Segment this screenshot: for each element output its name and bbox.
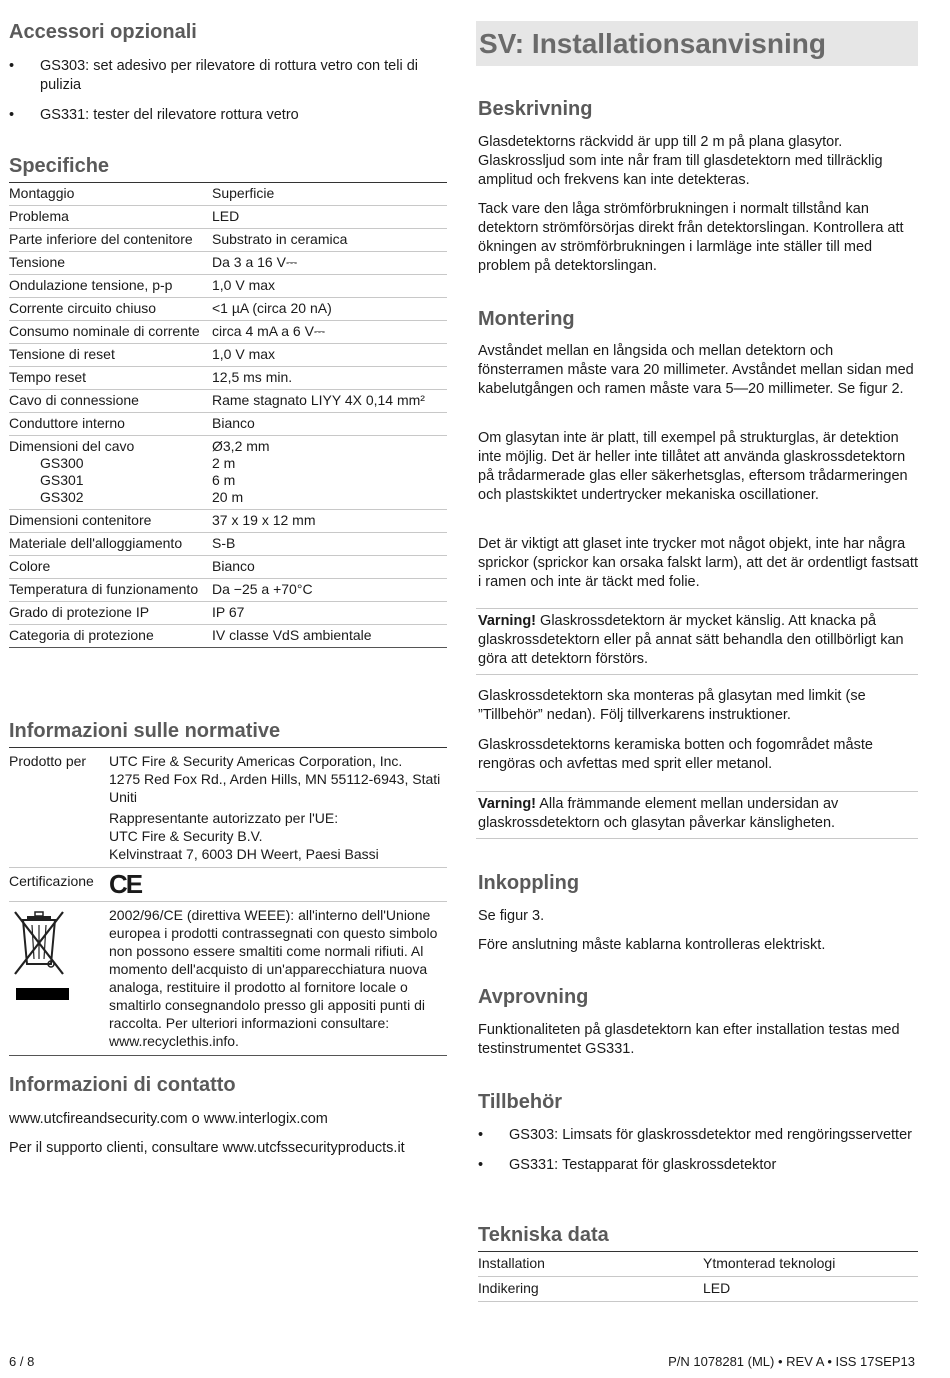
tillbehor-heading: Tillbehör: [478, 1091, 563, 1113]
part-number: P/N 1078281 (ML) • REV A • ISS 17SEP13: [668, 1354, 915, 1369]
table-row: Tempo reset 12,5 ms min.: [9, 367, 447, 390]
contatto-websites: www.utcfireandsecurity.com o www.interlogix.com: [9, 1111, 328, 1127]
contatto-support: Per il supporto clienti, consultare www.utcfssecurityproducts.it: [9, 1140, 405, 1156]
table-row: 2002/96/CE (direttiva WEEE): all'interno dell'Unione europea i prodotti contrassegnati con questo simbolo non possono essere smaltiti come normali rifiuti. Al momento dell'acquisto di un'apparecchiatura nuova analoga, restituire il prodotto al fornitore locale o smaltirlo consegnandolo presso gli appositi punti di raccolta. Per ulteriori informazioni consultare: www.recyclethis.info.: [9, 902, 447, 1056]
table-row: Certificazione CE: [9, 868, 447, 902]
table-row: Prodotto per UTC Fire & Security Americas Corporation, Inc. 1275 Red Fox Rd., Arden Hills, MN 55112-6943, Stati Uniti Rappresentante autorizzato per l'UE: UTC Fire & Security B.V. Kelvinstraat 7, 6003 DH Weert, Paesi Bassi: [9, 748, 447, 868]
contatto-heading: Informazioni di contatto: [9, 1074, 236, 1096]
table-row: Conduttore interno Bianco: [9, 413, 447, 436]
language-title-box: [476, 21, 918, 66]
avprovning-p1: Funktionaliteten på glasdetektorn kan efter installation testas med testinstrumentet GS331.: [478, 1022, 900, 1057]
table-row: Cavo di connessione Rame stagnato LIYY 4X 0,14 mm²: [9, 390, 447, 413]
avprovning-heading: Avprovning: [478, 986, 589, 1008]
page-title: SV: Installationsanvisning: [479, 28, 826, 59]
table-row: Installation Ytmonterad teknologi: [478, 1252, 918, 1277]
table-row: Colore Bianco: [9, 556, 447, 579]
beskrivning-heading: Beskrivning: [478, 98, 593, 120]
montering-p1: Avståndet mellan en långsida och mellan detektorn och fönsterramen måste vara 20 millimeter. Avståndet mellan sidan med kabelutgången och ramen måste vara 5—20 millimeter. Se figur 2.: [478, 343, 914, 397]
table-row: Materiale dell'alloggiamento S-B: [9, 533, 447, 556]
montering-p3: Det är viktigt att glaset inte trycker mot något objekt, inte har några sprickor (sprickor kan orsaka falskt larm), att det är ordentligt fastsatt i ramen och inte är täckt med folie.: [478, 536, 918, 590]
spec-table: [9, 182, 447, 648]
table-row: Parte inferiore del contenitore Substrato in ceramica: [9, 229, 447, 252]
table-row: Tensione di reset 1,0 V max: [9, 344, 447, 367]
weee-bin-icon: [9, 908, 69, 1004]
tillbehor-list: [478, 1126, 918, 1175]
tekniska-table: [478, 1251, 918, 1302]
normative-table: [9, 747, 447, 1056]
accessori-list: [9, 57, 447, 125]
table-row: Dimensioni contenitore 37 x 19 x 12 mm: [9, 510, 447, 533]
table-row: Consumo nominale di corrente circa 4 mA a 6 V⎓: [9, 321, 447, 344]
accessori-heading: Accessori opzionali: [9, 21, 197, 43]
list-item: • GS303: set adesivo per rilevatore di rottura vetro con teli di pulizia: [9, 58, 418, 93]
page-number: 6 / 8: [9, 1354, 35, 1369]
montering-heading: Montering: [478, 308, 575, 330]
table-row: Montaggio Superficie: [9, 183, 447, 206]
warning-box: Varning! Glaskrossdetektorn är mycket känslig. Att knacka på glaskrossdetektorn eller på annat sätt behandla den otillbörligt kan göra att detektorn förstörs.: [476, 608, 918, 675]
table-row: Categoria di protezione IV classe VdS ambientale: [9, 625, 447, 648]
list-item: • GS331: tester del rilevatore rottura vetro: [9, 107, 299, 123]
tekniska-heading: Tekniska data: [478, 1224, 609, 1246]
warning-box: Varning! Alla främmande element mellan undersidan av glaskrossdetektorn och glasytan påverkar känsligheten.: [476, 791, 918, 839]
montering-p5: Glaskrossdetektorns keramiska botten och fogområdet måste rengöras och avfettas med sprit eller metanol.: [478, 737, 873, 772]
normative-heading: Informazioni sulle normative: [9, 720, 281, 742]
inkoppling-heading: Inkoppling: [478, 872, 580, 894]
warning-label: Varning!: [478, 796, 537, 812]
table-row: Problema LED: [9, 206, 447, 229]
table-row: Temperatura di funzionamento Da −25 a +70°C: [9, 579, 447, 602]
list-item: • GS303: Limsats för glaskrossdetektor med rengöringsservetter: [478, 1127, 912, 1143]
table-row: Grado di protezione IP IP 67: [9, 602, 447, 625]
table-row: Corrente circuito chiuso <1 µA (circa 20 nA): [9, 298, 447, 321]
table-row: Tensione Da 3 a 16 V⎓: [9, 252, 447, 275]
ce-mark-icon: CE: [109, 869, 142, 899]
table-row: Dimensioni del cavo GS300 GS301 GS302 Ø3,2 mm 2 m 6 m 20 m: [9, 436, 447, 510]
specifiche-heading: Specifiche: [9, 155, 110, 177]
inkoppling-p1: Se figur 3.: [478, 908, 545, 924]
montering-p2: Om glasytan inte är platt, till exempel på strukturglas, är detektion inte möjlig. Det är heller inte tillåtet att använda glaskrossdetektorn på trådarmerade glas eller säkerhetsglas, eftersom trådarmeringen och plastskiktet undertrycker mekaniska oscillationer.: [478, 430, 908, 503]
warning-label: Varning!: [478, 613, 537, 629]
list-item: • GS331: Testapparat för glaskrossdetektor: [478, 1157, 777, 1173]
inkoppling-p2: Före anslutning måste kablarna kontrolleras elektriskt.: [478, 937, 826, 953]
beskrivning-p1: Glasdetektorns räckvidd är upp till 2 m på plana glasytor. Glaskrossljud som inte når fram till glasdetektorn med tillräcklig amplitud och frekvens kan inte detekteras.: [478, 134, 883, 188]
montering-p4: Glaskrossdetektorn ska monteras på glasytan med limkit (se ”Tillbehör” nedan). Följ tillverkarens instruktioner.: [478, 688, 866, 723]
table-row: Indikering LED: [478, 1277, 918, 1302]
beskrivning-p2: Tack vare den låga strömförbrukningen i normalt tillstånd kan detektorn strömförsörjas direkt från detektorslingan. Kontrollera att ökningen av strömförbrukningen i larmläge inte ställer till med problem på detektorslingan.: [478, 201, 904, 274]
table-row: Ondulazione tensione, p-p 1,0 V max: [9, 275, 447, 298]
